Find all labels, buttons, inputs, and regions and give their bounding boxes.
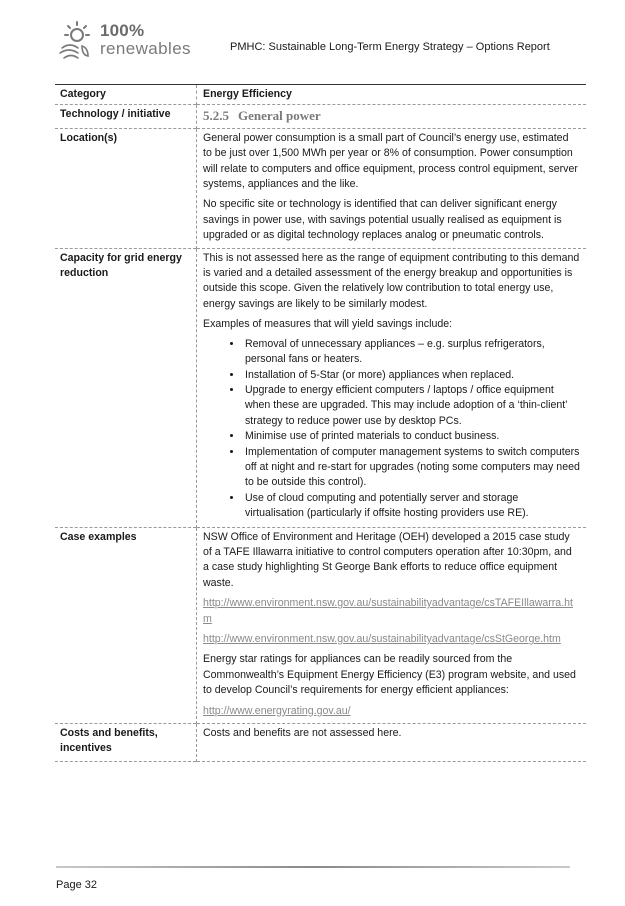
row-costs <box>55 724 586 762</box>
row-capacity <box>55 248 586 527</box>
category-value: Energy Efficiency <box>197 85 587 105</box>
paragraph: Examples of measures that will yield savings include: <box>203 318 453 331</box>
logo <box>56 20 206 60</box>
row-content <box>197 248 587 527</box>
list-item: • Removal of unnecessary appliances – e.g. surplus refrigerators, personal fans or heaters. <box>243 337 580 368</box>
footer-divider <box>56 866 570 868</box>
row-label: Costs and benefits, incentives <box>60 727 158 755</box>
row-technology <box>55 105 586 128</box>
section-heading-text <box>203 108 321 123</box>
logo-text-renewables: renewables <box>100 39 191 58</box>
section-title: General power <box>238 108 321 124</box>
logo-text-100: 100% <box>100 21 145 40</box>
list-item: • Use of cloud computing and potentially server and storage virtualisation (particularly if offsite hosting providers use RE). <box>243 491 580 522</box>
row-label: Location(s) <box>60 131 118 144</box>
options-table <box>55 84 586 762</box>
list-item: • Minimise use of printed materials to conduct business. <box>243 429 580 444</box>
paragraph: Energy star ratings for appliances can be readily sourced from the Commonwealth’s Equipment Energy Efficiency (E3) program website, and used to develop Council’s requirements for energy efficient appliances: <box>203 653 576 697</box>
section-number: 5.2.5 <box>203 108 229 124</box>
list-item: • Upgrade to energy efficient computers / laptops / office equipment when these are upgraded. This may include adoption of a ‘thin-client’ strategy to reduce power use by desktop PCs. <box>243 383 580 429</box>
row-label: Capacity for grid energy reduction <box>60 251 182 280</box>
paragraph: This is not assessed here as the range of equipment contributing to this demand is varied and a detailed assessment of the energy breakup and opportunities is outside this scope. Given the relatively low contribution to total energy use, energy savings are likely to be similarly modest. <box>203 251 580 310</box>
list-item: • Implementation of computer management systems to switch computers off at night and re-start for upgrades (noting some computers may need to be outside this control). <box>243 445 580 491</box>
page-number: Page 32 <box>56 879 97 891</box>
paragraph: No specific site or technology is identified that can deliver significant energy savings in power use, with savings potential usually realised as equipment is upgraded or as digital technology replaces analog or pneumatic controls. <box>203 198 562 242</box>
paragraph: NSW Office of Environment and Heritage (OEH) developed a 2015 case study of a TAFE Illawarra initiative to control computers operation after 10:30pm, and a case study highlighting St George Bank efforts to reduce office equipment waste. <box>203 530 572 589</box>
row-label: Category <box>60 88 106 100</box>
row-label: Case examples <box>60 530 137 543</box>
row-content <box>197 527 587 723</box>
list-item: • Installation of 5-Star (or more) appliances when replaced. <box>243 368 580 383</box>
link-st-george[interactable]: http://www.environment.nsw.gov.au/sustainabilityadvantage/csStGeorge.htm <box>203 633 561 645</box>
row-label: Technology / initiative <box>60 108 171 121</box>
sun-leaf-logo-icon <box>56 20 98 60</box>
paragraph: General power consumption is a small part of Council’s energy use, estimated to be just over 1,500 MWh per year or 8% of consumption. Power consumption will relate to computers and office equipment, process control equipment, server systems, appliances and the like. <box>203 131 578 191</box>
link-energy-rating[interactable]: http://www.energyrating.gov.au/ <box>203 704 351 717</box>
row-category <box>55 85 586 105</box>
measures-list <box>203 337 580 522</box>
link-tafe-illawarra[interactable]: http://www.environment.nsw.gov.au/sustainabilityadvantage/csTAFEIllawarra.htm <box>203 597 573 625</box>
row-location <box>55 128 586 248</box>
page-header <box>0 0 625 80</box>
document-title: PMHC: Sustainable Long-Term Energy Strategy – Options Report <box>230 41 550 53</box>
row-case-examples <box>55 527 586 723</box>
section-heading <box>197 105 587 128</box>
row-content: Costs and benefits are not assessed here. <box>197 724 587 762</box>
row-content <box>197 128 587 248</box>
